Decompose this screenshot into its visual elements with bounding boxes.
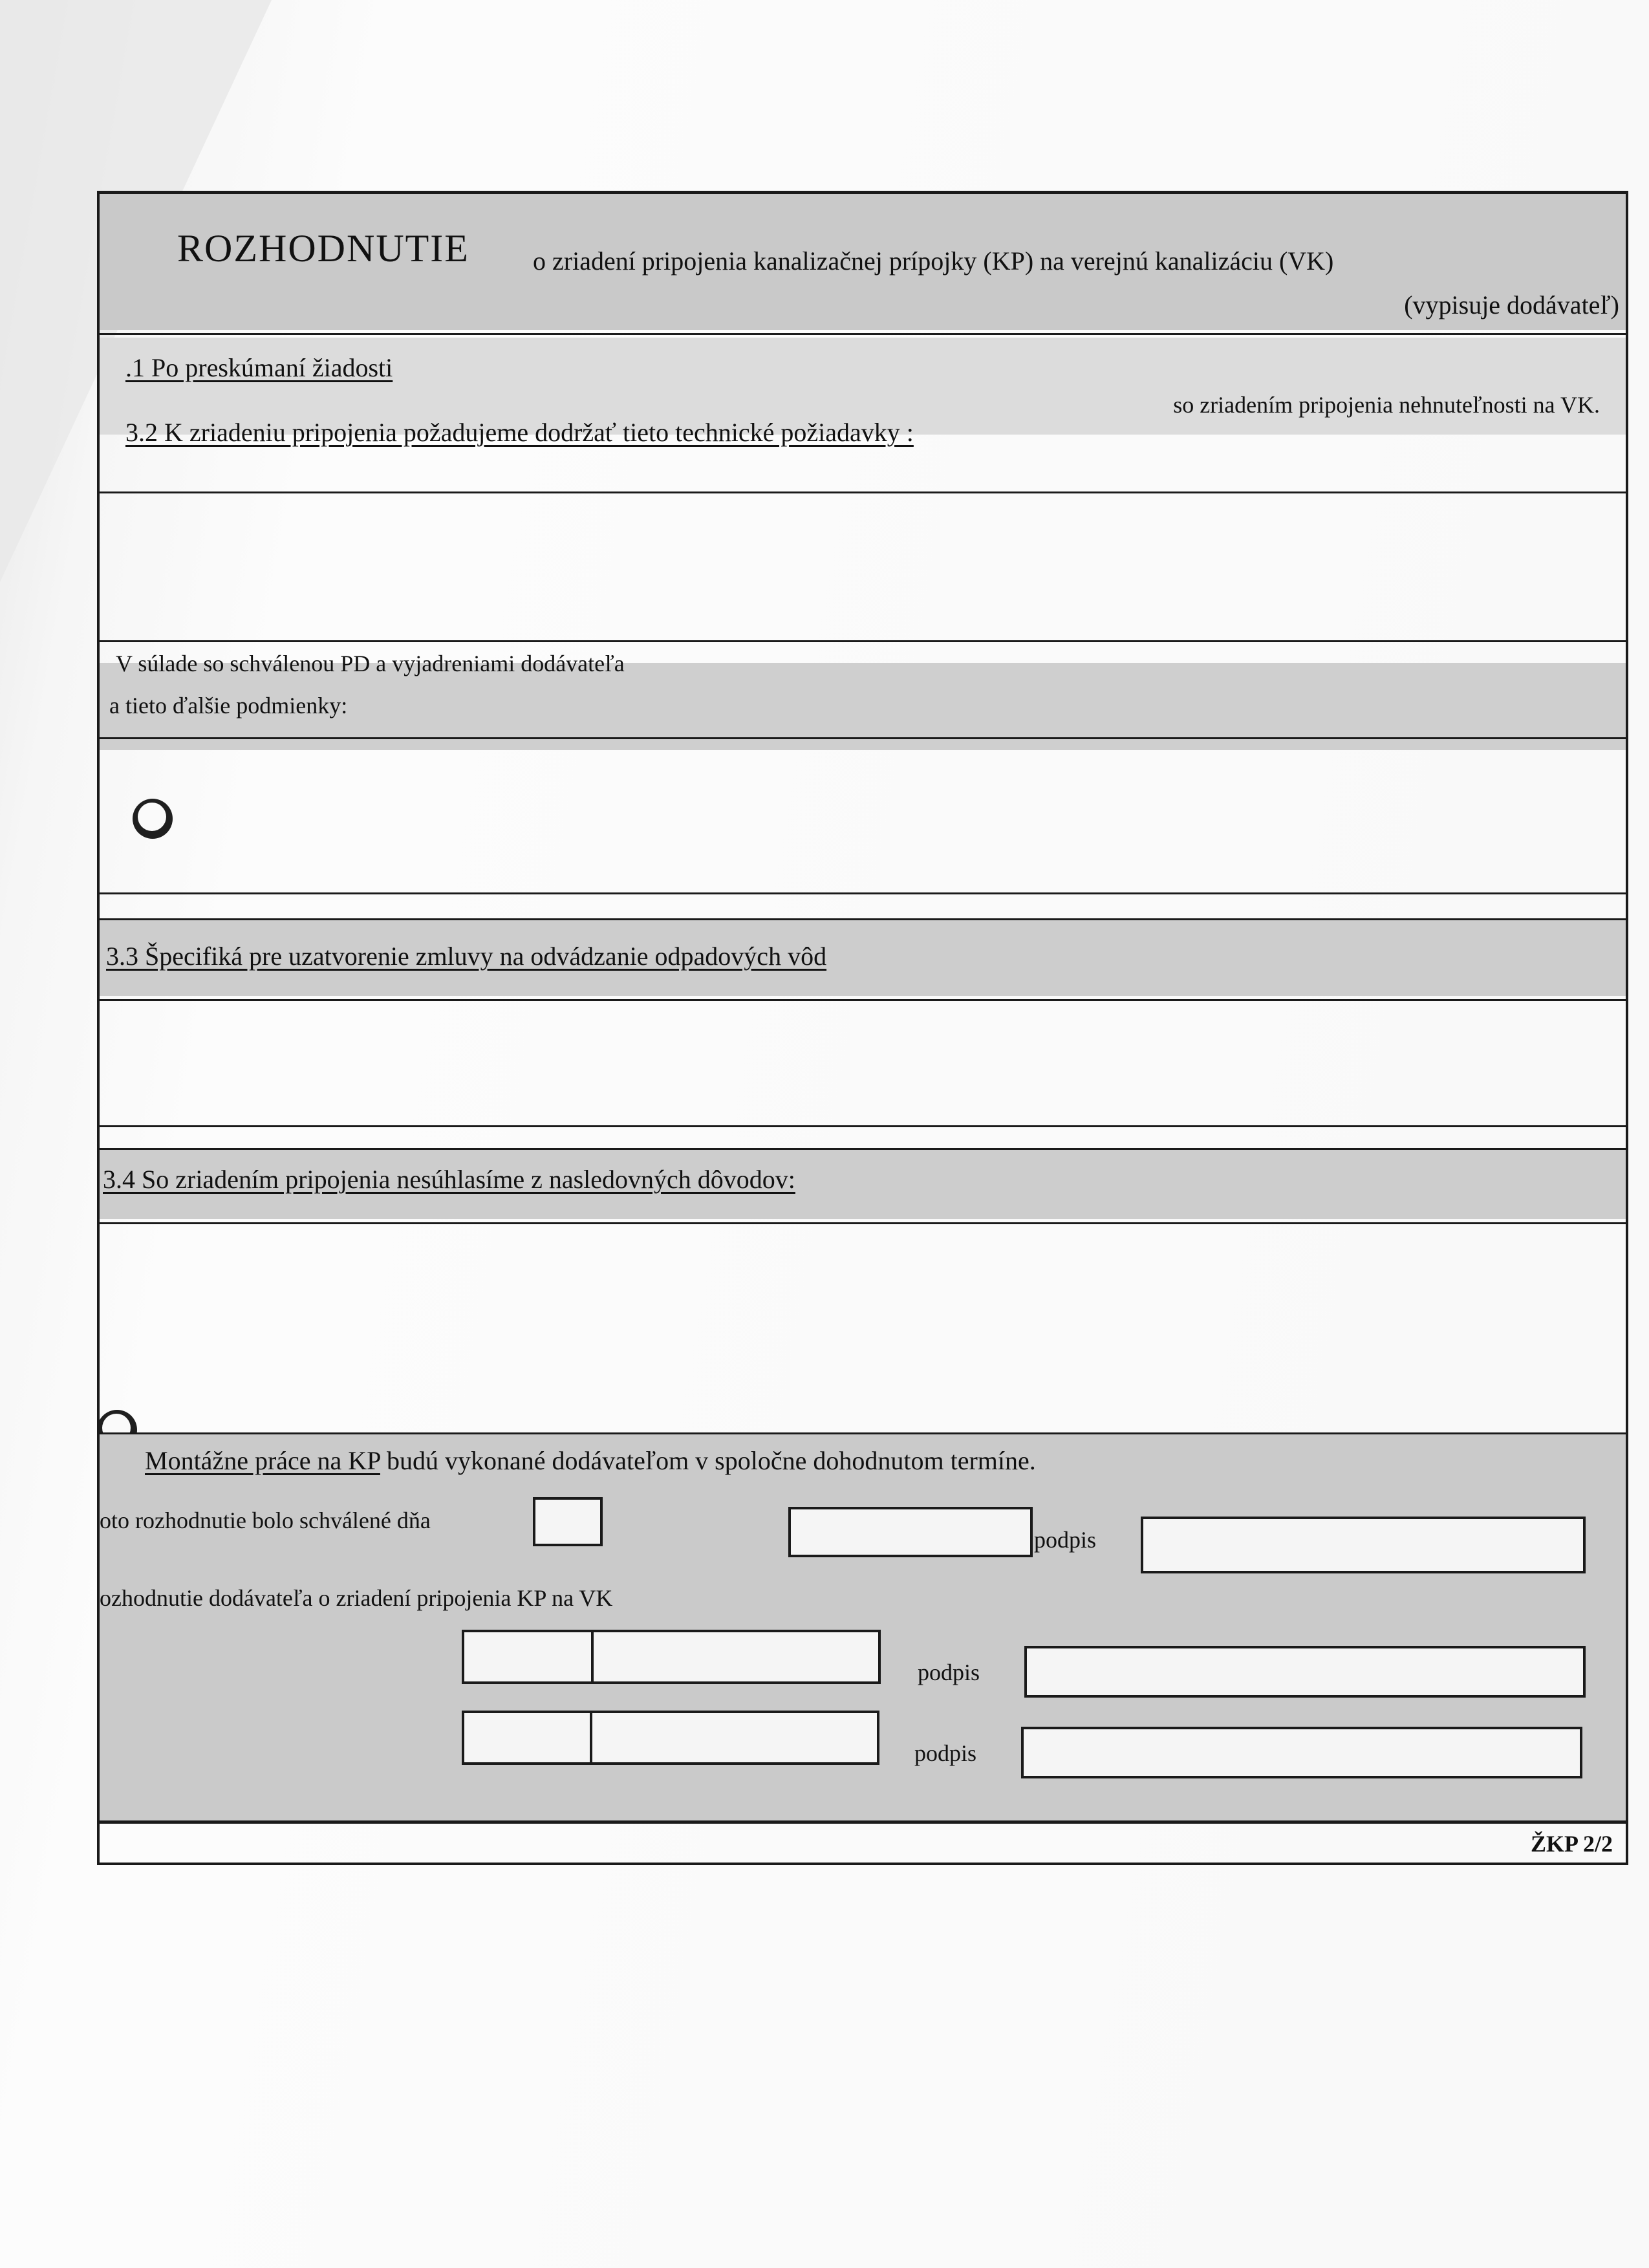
podpis-label-3: podpis — [914, 1740, 977, 1766]
divider — [100, 491, 1626, 493]
decision-date-field-1[interactable] — [462, 1630, 594, 1684]
section-3-2-line2: a tieto ďalšie podmienky: — [109, 693, 348, 718]
section-3-3-label: 3.3 Špecifiká pre uzatvorenie zmluvy na odvádzanie odpadových vôd — [106, 942, 827, 971]
approval-name-field[interactable] — [788, 1507, 1033, 1557]
section-3-5-label-rest: budú vykonané dodávateľom v spoločne dohodnutom termíne. — [386, 1446, 1036, 1475]
decision-label: ozhodnutie dodávateľa o zriadení pripojenia KP na VK — [100, 1585, 613, 1611]
section-3-1-text: so zriadením pripojenia nehnuteľnosti na VK. — [1173, 392, 1600, 418]
divider — [100, 1222, 1626, 1224]
podpis-label-1: podpis — [1034, 1527, 1097, 1553]
divider — [100, 999, 1626, 1001]
divider — [100, 1820, 1626, 1824]
form-subtitle: o zriadení pripojenia kanalizačnej prípojky (KP) na verejnú kanalizáciu (VK) — [533, 246, 1334, 275]
divider — [100, 1148, 1626, 1150]
divider — [100, 737, 1626, 739]
section-3-1-label: .1 Po preskúmaní žiadosti — [125, 353, 393, 382]
divider — [100, 640, 1626, 642]
divider — [100, 1432, 1626, 1434]
section-3-5-label-underlined: Montážne práce na KP — [145, 1446, 380, 1475]
decision-name-field-1[interactable] — [591, 1630, 881, 1684]
divider — [100, 892, 1626, 894]
section-3-4-label: 3.4 So zriadením pripojenia nesúhlasíme z nasledovných dôvodov: — [103, 1165, 795, 1194]
decision-name-field-2[interactable] — [590, 1711, 879, 1765]
decision-date-field-2[interactable] — [462, 1711, 594, 1765]
decision-form — [97, 191, 1628, 1865]
approved-label: oto rozhodnutie bolo schválené dňa — [100, 1507, 431, 1533]
podpis-label-2: podpis — [918, 1659, 980, 1685]
form-title: ROZHODNUTIE — [177, 227, 469, 270]
signature-field-1[interactable] — [1141, 1517, 1586, 1573]
section-3-5-label — [145, 1445, 1036, 1476]
signature-field-3[interactable] — [1021, 1727, 1582, 1778]
divider — [100, 918, 1626, 920]
form-note: (vypisuje dodávateľ) — [1404, 290, 1619, 319]
form-code: ŽKP 2/2 — [1530, 1831, 1613, 1857]
section-3-2-label: 3.2 K zriadeniu pripojenia požadujeme dodržať tieto technické požiadavky : — [125, 418, 914, 447]
approval-date-field[interactable] — [533, 1497, 603, 1546]
divider — [100, 333, 1626, 335]
section-3-2-line1: V súlade so schválenou PD a vyjadreniami dodávateľa — [116, 651, 625, 676]
signature-field-2[interactable] — [1024, 1646, 1586, 1698]
divider — [100, 1125, 1626, 1127]
